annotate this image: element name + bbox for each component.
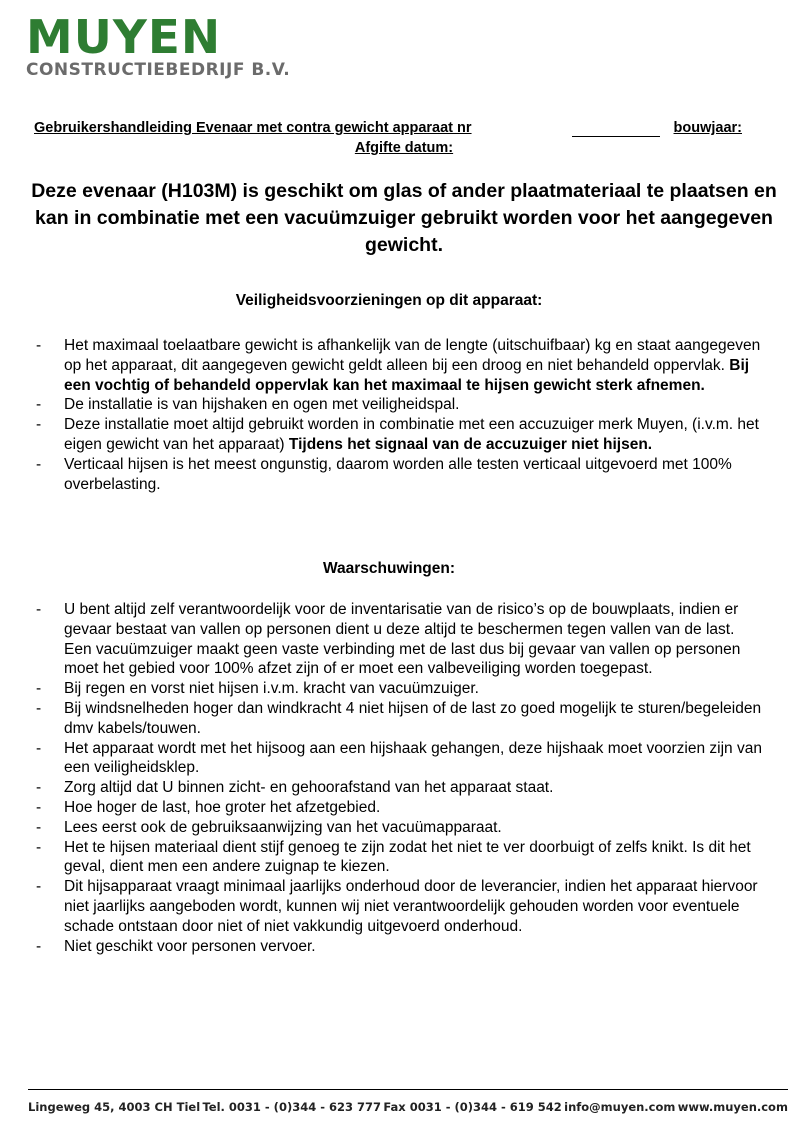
manual-title: Gebruikershandleiding Evenaar met contra gewicht apparaat nr	[34, 120, 472, 136]
serial-number-blank	[572, 120, 660, 137]
footer-email[interactable]: info@muyen.com	[564, 1100, 676, 1114]
list-item: - Dit hijsapparaat vraagt minimaal jaarlijks onderhoud door de leverancier, indien het apparaat hiervoor niet jaarlijks aangeboden wordt, kunnen wij niet verantwoordelijk gehouden worden voor eventuele schade ontstaan door niet of niet vakkundig uitgevoerd onderhoud.	[36, 878, 758, 935]
list-item: - Verticaal hijsen is het meest ongunstig, daarom worden alle testen verticaal uitgevoerd met 100% overbelasting.	[36, 455, 732, 493]
safety-title: Veiligheidsvoorzieningen op dit apparaat:	[235, 292, 543, 309]
list-item: - Deze installatie moet altijd gebruikt worden in combinatie met een accuzuiger merk Muyen, (i.v.m. het eigen gewicht van het apparaat) Tijdens het signaal van de accuzuiger niet hijsen.	[36, 416, 759, 453]
list-item: - Zorg altijd dat U binnen zicht- en gehoorafstand van het apparaat staat.	[36, 779, 554, 797]
intro-statement: Deze evenaar (H103M) is geschikt om glas of ander plaatmateriaal te plaatsen en kan in combinatie met een vacuümzuiger gebruikt worden voor het aangegeven gewicht.	[31, 180, 777, 256]
footer-fax: Fax 0031 - (0)344 - 619 542	[383, 1100, 562, 1114]
list-item: - Hoe hoger de last, hoe groter het afzetgebied.	[36, 798, 381, 816]
company-logo	[26, 10, 291, 80]
safety-list	[36, 336, 766, 494]
list-item: - Bij windsnelheden hoger dan windkracht 4 niet hijsen of de last zo goed mogelijk te sturen/begeleiden dmv kabels/touwen.	[36, 699, 762, 737]
footer	[28, 1100, 788, 1114]
footer-address: Lingeweg 45, 4003 CH Tiel	[28, 1100, 201, 1114]
header-row	[34, 120, 742, 140]
warnings-list	[36, 600, 766, 956]
list-item: - Niet geschikt voor personen vervoer.	[36, 937, 316, 955]
list-item: - De installatie is van hijshaken en ogen met veiligheidspal.	[36, 396, 460, 414]
date-row	[0, 140, 808, 156]
logo-name: MUYEN	[26, 10, 222, 64]
list-item: - Bij regen en vorst niet hijsen i.v.m. kracht van vacuümzuiger.	[36, 680, 479, 698]
footer-divider	[28, 1089, 788, 1090]
list-item: - Het apparaat wordt met het hijsoog aan een hijshaak gehangen, deze hijshaak moet voorzien zijn van een veiligheidsklep.	[36, 739, 762, 777]
list-item: - Lees eerst ook de gebruiksaanwijzing van het vacuümapparaat.	[36, 818, 502, 836]
list-item: - Het te hijsen materiaal dient stijf genoeg te zijn zodat het niet te ver doorbuigt of zelfs knikt. Is dit het geval, dient men een andere zuignap te kiezen.	[36, 838, 751, 876]
footer-website[interactable]: www.muyen.com	[677, 1100, 788, 1114]
warnings-title: Waarschuwingen:	[322, 560, 456, 577]
list-item: - Het maximaal toelaatbare gewicht is afhankelijk van de lengte (uitschuifbaar) kg en staat aangegeven op het apparaat, dit aangegeven gewicht geldt alleen bij een droog en niet behandeld oppervlak. Bij een vochtig of behandeld oppervlak kan het maximaal te hijsen gewicht sterk afnemen.	[36, 337, 761, 394]
logo-subtitle: CONSTRUCTIEBEDRIJF B.V.	[26, 60, 291, 80]
list-item: - U bent altijd zelf verantwoordelijk voor de inventarisatie van de risico’s op de bouwplaats, indien er gevaar bestaat van vallen op personen dient u deze altijd te beschermen tegen vallen van de last. Een vacuümzuiger maakt geen vaste verbinding met de last dus bij gevaar van vallen op personen moet het gebied voor 100% afzet zijn of er moet een valbeveiliging worden toegepast.	[36, 601, 741, 678]
footer-phone: Tel. 0031 - (0)344 - 623 777	[202, 1100, 381, 1114]
date-label: Afgifte datum:	[354, 140, 454, 156]
year-label: bouwjaar:	[673, 120, 742, 136]
